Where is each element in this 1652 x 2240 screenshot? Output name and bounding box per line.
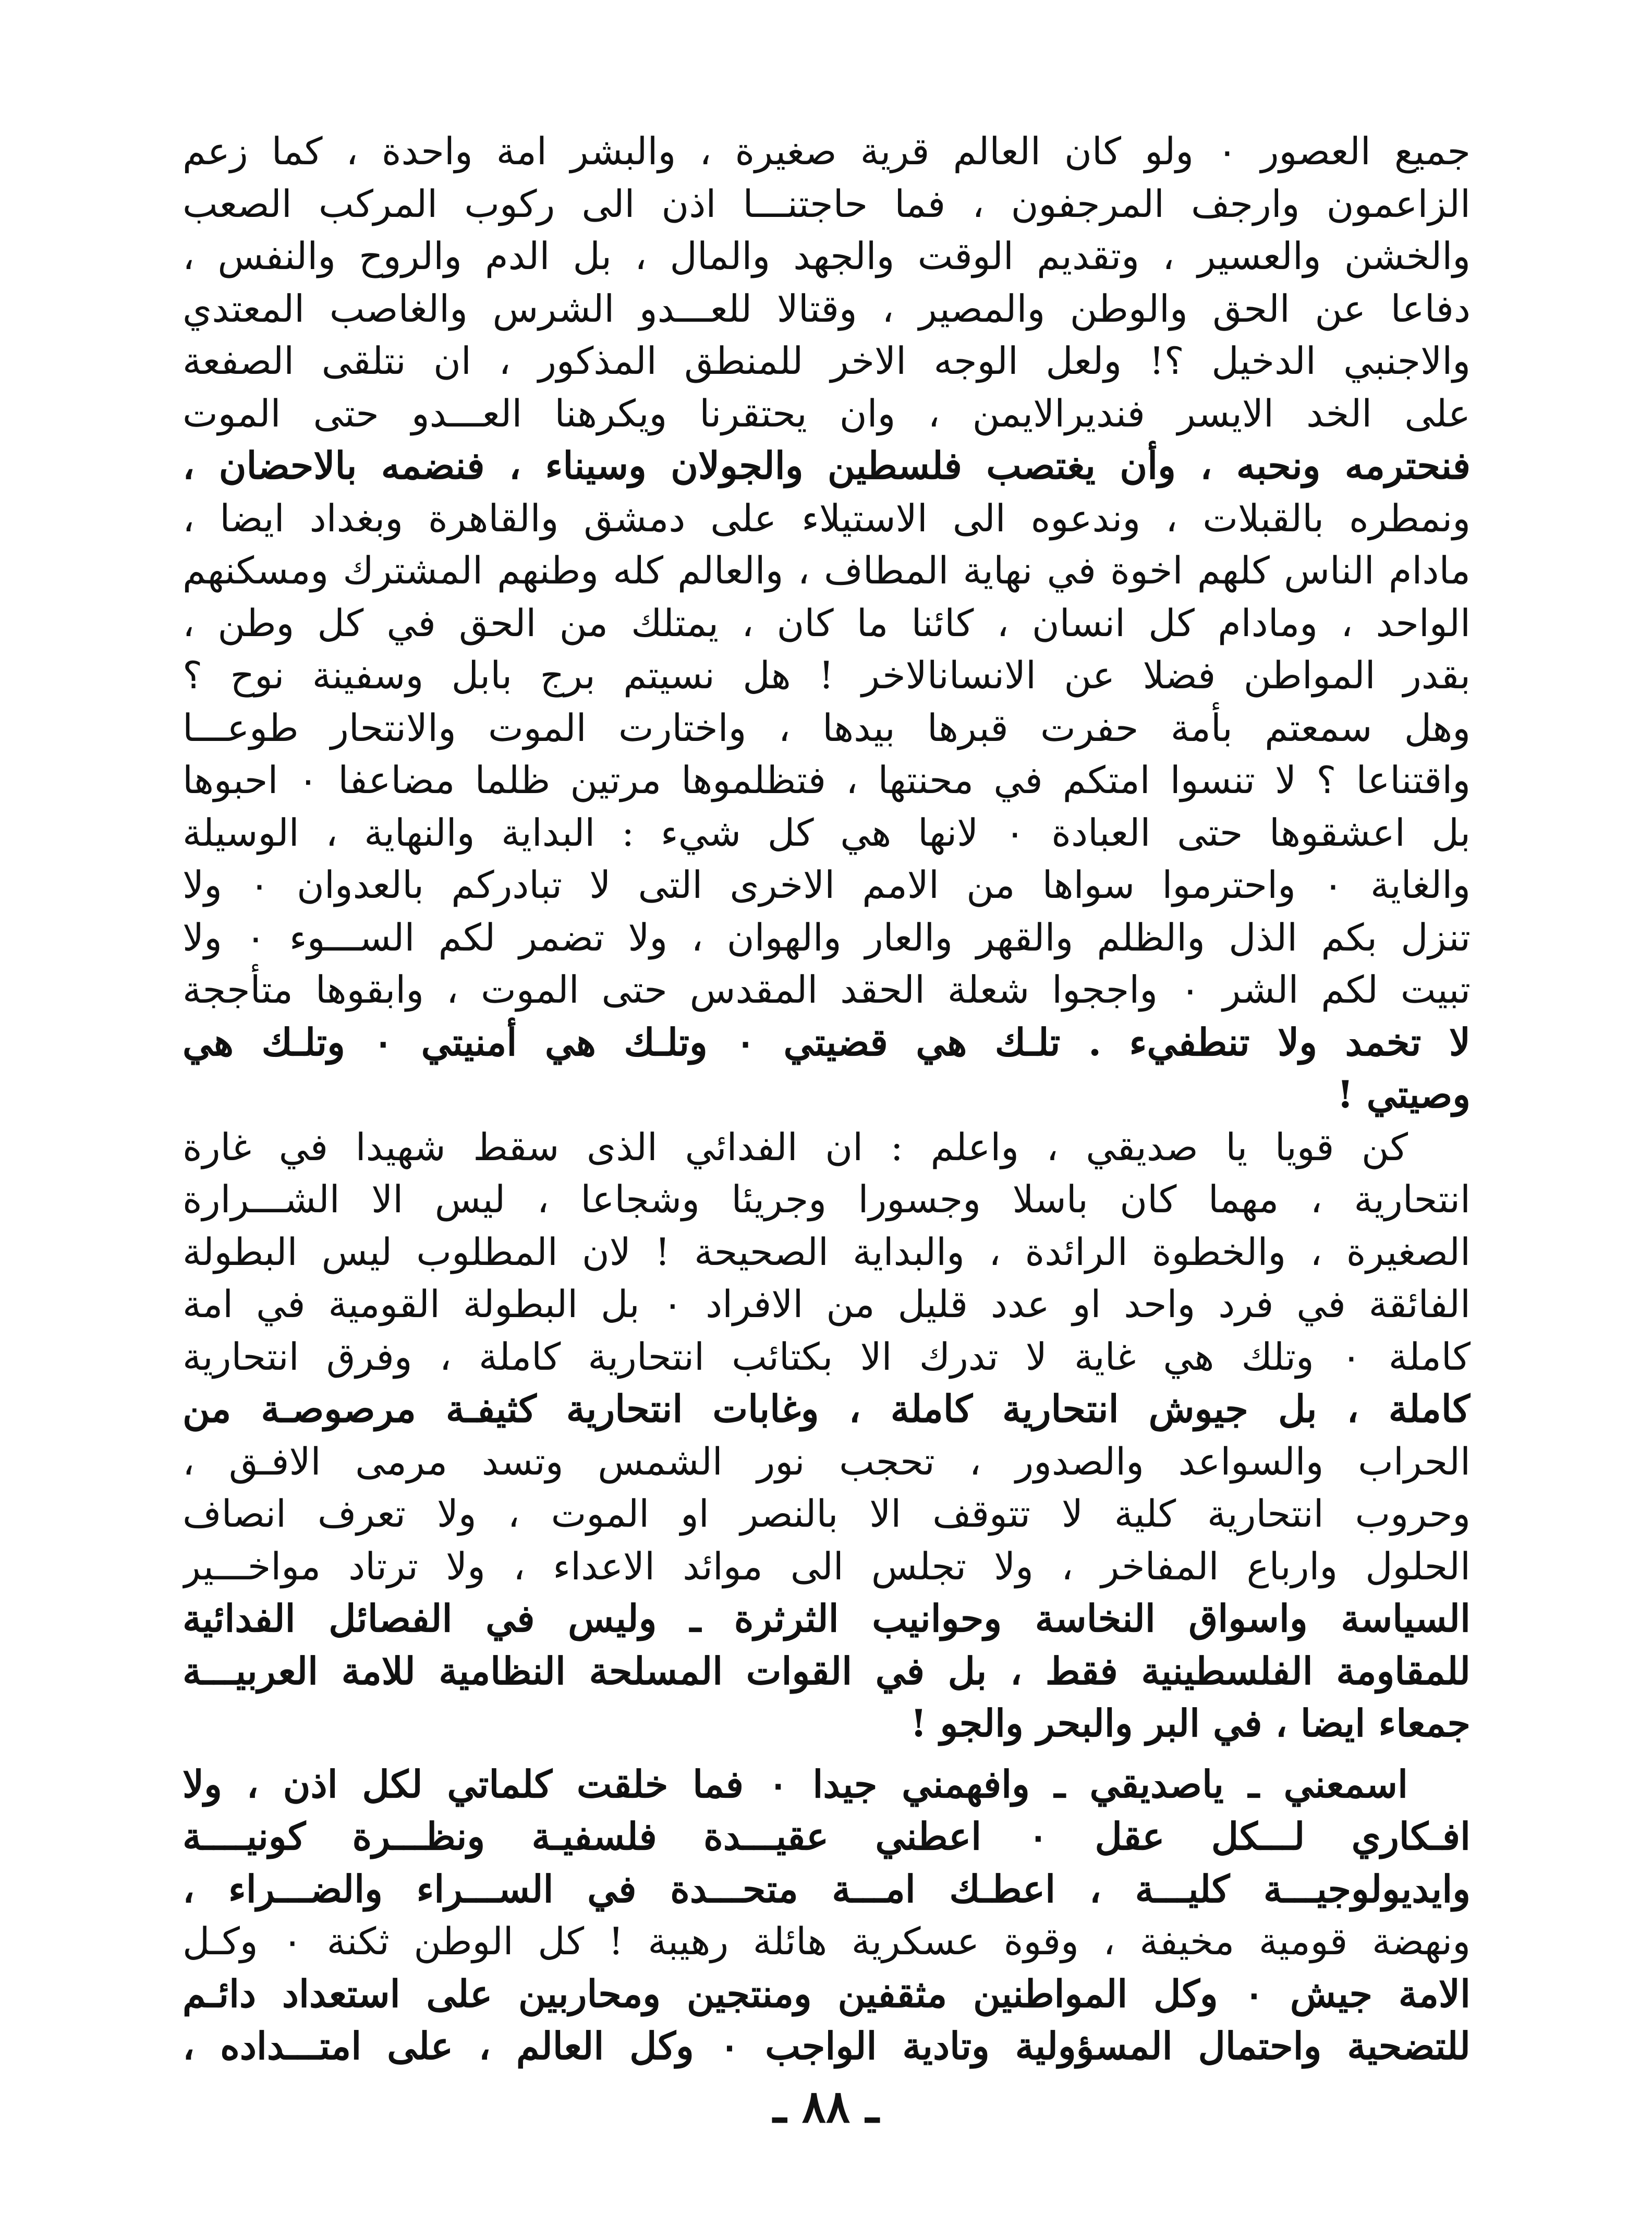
text-line-30: للمقاومة الفلسطينية فقط ، بل في القوات المسلحة النظامية للامة العربيـــة (183, 1648, 1471, 1693)
text-line-17: تبيت لكم الشر ٠ واججوا شعلة الحقد المقدس حتى الموت ، وابقوها متأججة (183, 968, 1471, 1012)
text-line-18: لا تخمد ولا تنطفيء . تلـك هي قضيتي ٠ وتلـك هي أمنيتي ٠ وتلـك هي (183, 1019, 1471, 1064)
text-line-11: بقدر المواطن فضلا عن الانسانالاخر ! هل نسيتم برج بابل وسفينة نوح ؟ (183, 653, 1471, 697)
text-line-34: وايديولوجيـــة كليـــة ، اعطـك امـــة متحـــدة في الســـراء والضـــراء ، (183, 1866, 1471, 1911)
text-line-24: كاملة ٠ وتلك هي غاية لا تدرك الا بكتائب انتحارية كاملة ، وفرق انتحارية (183, 1334, 1471, 1379)
text-line-28: الحلول وارباع المفاخر ، ولا تجلس الى موائد الاعداء ، ولا ترتاد مواخـــير (183, 1544, 1471, 1588)
text-line-12: وهل سمعتم بأمة حفرت قبرها بيدها ، واختارت الموت والانتحار طوعـــا (183, 705, 1471, 750)
text-line-04: دفاعا عن الحق والوطن والمصير ، وقتالا للعـــدو الشرس والغاصب المعتدي (183, 286, 1471, 331)
text-line-33: افـكاري لـــكل عقل ٠ اعطني عقيـــدة فلسفيـة ونظـــرة كونيــــة (183, 1814, 1471, 1858)
text-line-05: والاجنبي الدخيل ؟! ولعل الوجه الاخر للمنطق المذكور ، ان نتلقى الصفعة (183, 339, 1471, 383)
text-line-15: والغاية ٠ واحترموا سواها من الامم الاخرى التى لا تبادركم بالعدوان ٠ ولا (183, 863, 1471, 907)
text-line-35: ونهضة قومية مخيفة ، وقوة عسكرية هائلة رهيبة ! كل الوطن ثكنة ٠ وكـل (183, 1919, 1471, 1963)
text-line-06: على الخد الايسر فنديرالايمن ، وان يحتقرنا ويكرهنا العـــدو حتى الموت (183, 391, 1471, 435)
text-line-13: واقتناعا ؟ لا تنسوا امتكم في محنتها ، فتظلموها مرتين ظلما مضاعفا ٠ احبوها (183, 758, 1471, 802)
text-line-25: كاملة ، بل جيوش انتحارية كاملة ، وغابات انتحارية كثيفـة مرصوصـة من (183, 1386, 1471, 1431)
text-line-29: السياسة واسواق النخاسة وحوانيب الثرثرة ـ وليس في الفصائل الفدائية (183, 1596, 1471, 1640)
text-line-36: الامة جيش ٠ وكل المواطنين مثقفين ومنتجين ومحاربين على استعداد دائـم (183, 1971, 1471, 2016)
text-line-26: الحراب والسواعد والصدور ، تحجب نور الشمس وتسد مرمى الافـق ، (183, 1439, 1471, 1483)
text-line-23: الفائقة في فرد واحد او عدد قليل من الافراد ٠ بل البطولة القومية في امة (183, 1282, 1471, 1326)
text-line-37: للتضحية واحتمال المسؤولية وتادية الواجب ٠ وكل العالم ، على امتـــداده ، (183, 2024, 1471, 2068)
text-line-21: انتحارية ، مهما كان باسلا وجسورا وجريئا وشجاعا ، ليس الا الشـــرارة (183, 1177, 1471, 1221)
page-number: ـ ٨٨ ـ (773, 2080, 879, 2133)
text-line-07: فنحترمه ونحبه ، وأن يغتصب فلسطين والجولان وسيناء ، فنضمه بالاحضان ، (183, 443, 1471, 488)
text-line-08: ونمطره بالقبلات ، وندعوه الى الاستيلاء على دمشق والقاهرة وبغداد ايضا ، (183, 496, 1471, 540)
text-line-16: تنزل بكم الذل والظلم والقهر والعار والهوان ، ولا تضمر لكم الســـوء ٠ ولا (183, 915, 1471, 959)
text-line-03: والخشن والعسير ، وتقديم الوقت والجهد والمال ، بل الدم والروح والنفس ، (183, 234, 1471, 278)
text-line-31: جمعاء ايضا ، في البر والبحر والجو ! (910, 1701, 1471, 1745)
text-line-19: وصيتي ! (1337, 1072, 1471, 1116)
page-text (183, 125, 1471, 2068)
text-line-02: الزاعمون وارجف المرجفون ، فما حاجتنـــا اذن الى ركوب المركب الصعب (183, 181, 1471, 226)
text-line-10: الواحد ، ومادام كل انسان ، كائنا ما كان ، يمتلك من الحق في كل وطن ، (183, 601, 1471, 645)
text-line-09: مادام الناس كلهم اخوة في نهاية المطاف ، والعالم كله وطنهم المشترك ومسكنهم (183, 549, 1471, 592)
text-line-27: وحروب انتحارية كلية لا تتوقف الا بالنصر او الموت ، ولا تعرف انصاف (183, 1492, 1471, 1536)
text-line-20: كن قويا يا صديقي ، واعلم : ان الفدائي الذى سقط شهيدا في غارة (183, 1125, 1408, 1169)
text-line-32: اسمعني ـ ياصديقي ـ وافهمني جيدا ٠ فما خلقت كلماتي لكل اذن ، ولا (183, 1761, 1408, 1806)
text-line-01: جميع العصور ٠ ولو كان العالم قرية صغيرة ، والبشر امة واحدة ، كما زعم (183, 129, 1471, 173)
text-line-14: بل اعشقوها حتى العبادة ٠ لانها هي كل شيء : البداية والنهاية ، الوسيلة (183, 810, 1471, 855)
text-line-22: الصغيرة ، والخطوة الرائدة ، والبداية الصحيحة ! لان المطلوب ليس البطولة (183, 1229, 1471, 1274)
